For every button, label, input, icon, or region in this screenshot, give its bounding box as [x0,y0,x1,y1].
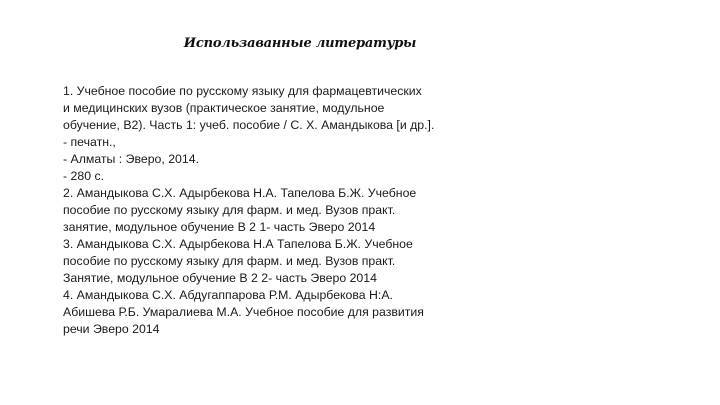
page-title: Использаванные литературы [183,36,417,51]
reference-1-line-4: - печатн., [63,135,116,149]
reference-4-line-3: речи Эверо 2014 [63,322,160,336]
reference-4-line-1: 4. Амандыкова С.Х. Абдугаппарова Р.М. Адырбекова Н:А. [63,288,393,302]
reference-1-line-3: обучение, В2). Часть 1: учеб. пособие / С. Х. Амандыкова [и др.]. [63,118,435,132]
reference-3-line-2: пособие по русскому языку для фарм. и мед. Вузов практ. [63,254,396,268]
reference-3-line-1: 3. Амандыкова С.Х. Адырбекова Н.А Тапелова Б.Ж. Учебное [63,237,413,251]
reference-1-line-2: и медицинских вузов (практическое занятие, модульное [63,101,385,115]
reference-2-line-1: 2. Амандыкова С.Х. Адырбекова Н.А. Тапелова Б.Ж. Учебное [63,186,417,200]
reference-1-line-5: - Алматы : Эверо, 2014. [63,152,199,166]
reference-1-line-1: 1. Учебное пособие по русскому языку для фармацевтических [63,84,422,98]
reference-2-line-3: занятие, модульное обучение В 2 1- часть Эверо 2014 [63,220,376,234]
reference-list [63,83,483,338]
reference-1-line-6: - 280 с. [63,169,105,183]
reference-4-line-2: Абишева Р.Б. Умаралиева М.А. Учебное пособие для развития [63,305,424,319]
reference-3-line-3: Занятие, модульное обучение В 2 2- часть Эверо 2014 [63,271,377,285]
reference-2-line-2: пособие по русскому языку для фарм. и мед. Вузов практ. [63,203,396,217]
